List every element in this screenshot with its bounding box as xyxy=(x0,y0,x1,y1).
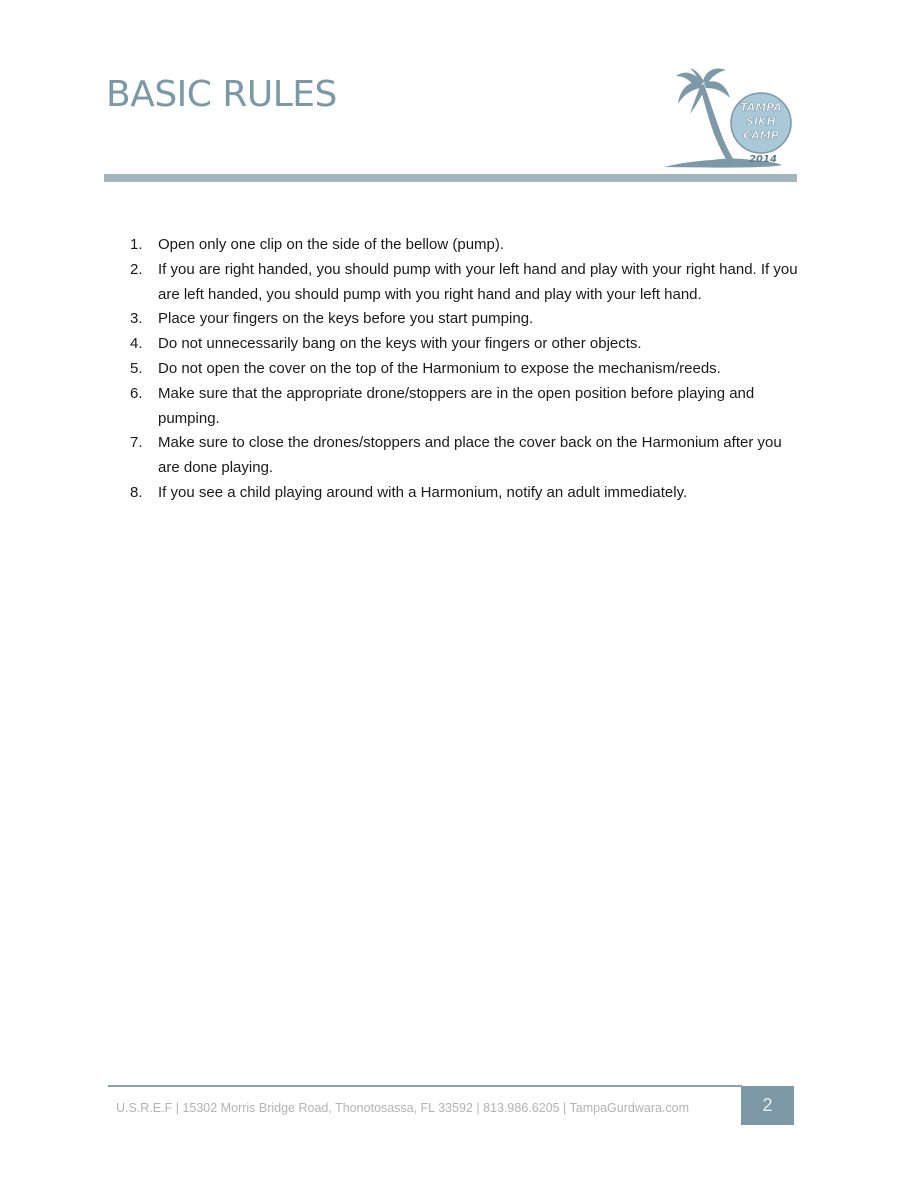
rule-text: If you see a child playing around with a Harmonium, notify an adult immediately. xyxy=(158,483,688,501)
rule-text: Do not unnecessarily bang on the keys with your fingers or other objects. xyxy=(158,335,642,353)
rule-text: Make sure that the appropriate drone/stoppers are in the open position before playing and pumping. xyxy=(158,384,755,427)
page-title: BASIC RULES xyxy=(106,74,337,115)
rule-item xyxy=(130,307,800,332)
rules-list xyxy=(130,233,800,506)
palm-tree-island-logo xyxy=(660,64,792,172)
rule-number: 5. xyxy=(130,359,143,377)
rule-number: 6. xyxy=(130,384,143,402)
header-divider xyxy=(104,174,797,182)
rule-text: Open only one clip on the side of the bellow (pump). xyxy=(158,236,505,253)
rule-item xyxy=(130,431,800,481)
rule-text: Make sure to close the drones/stoppers and place the cover back on the Harmonium after you are done playing. xyxy=(158,434,782,477)
rule-number: 8. xyxy=(130,483,143,501)
footer-address: U.S.R.E.F | 15302 Morris Bridge Road, Thonotosassa, FL 33592 | 813.986.6205 | TampaGurdwara.com xyxy=(116,1101,690,1115)
logo-line-3: CAMP xyxy=(743,129,779,142)
palm-frond xyxy=(704,81,730,98)
rule-item xyxy=(130,382,800,432)
rule-number: 2. xyxy=(130,260,143,278)
rule-number: 4. xyxy=(130,335,143,353)
rule-text: If you are right handed, you should pump with your left hand and play with your right hand. If you are left handed, you should pump with you right hand and play with your left hand. xyxy=(158,260,798,303)
rule-text: Do not open the cover on the top of the Harmonium to expose the mechanism/reeds. xyxy=(158,359,721,377)
logo-year: 2014 xyxy=(749,154,777,165)
rule-item xyxy=(130,332,800,357)
logo-line-2: SIKH xyxy=(746,115,776,128)
rule-item xyxy=(130,481,800,506)
page-number: 2 xyxy=(741,1086,794,1125)
rule-item xyxy=(130,233,800,258)
rule-number: 7. xyxy=(130,434,143,452)
rule-number: 1. xyxy=(130,236,143,253)
rule-item xyxy=(130,357,800,382)
rule-item xyxy=(130,258,800,308)
rule-text: Place your fingers on the keys before you start pumping. xyxy=(158,310,534,328)
footer-divider xyxy=(108,1085,742,1087)
logo-line-1: TAMPA xyxy=(740,101,782,114)
rule-number: 3. xyxy=(130,310,143,328)
